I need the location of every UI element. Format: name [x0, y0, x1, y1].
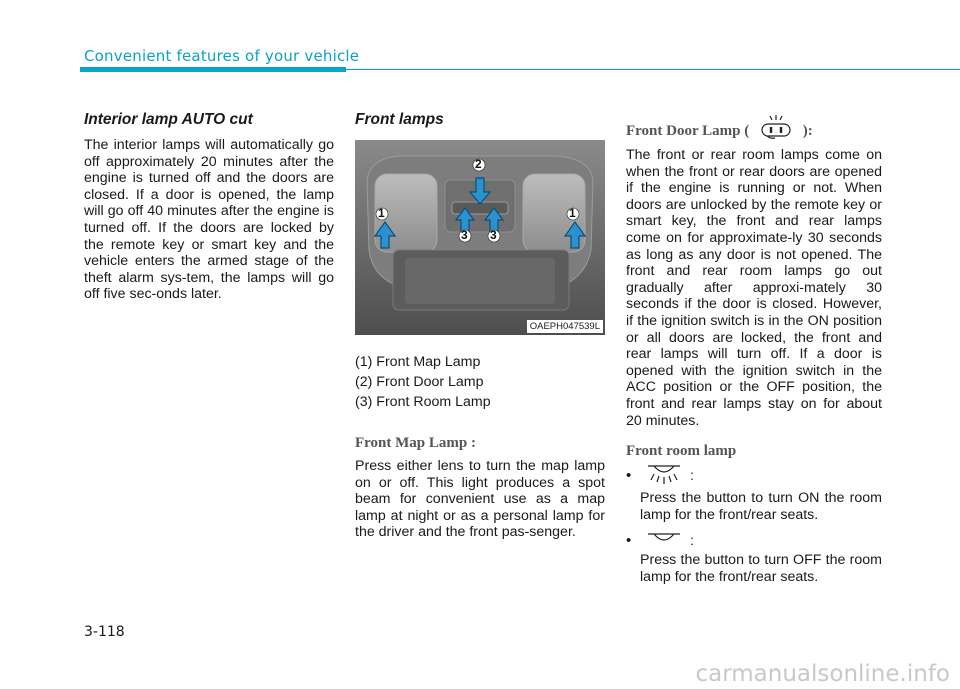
label-2: 2 [475, 157, 482, 171]
label-3-left: 3 [461, 228, 468, 242]
room-lamp-off-icon [642, 530, 686, 550]
legend-item: (1) Front Map Lamp [355, 354, 481, 370]
door-lamp-heading-prefix: Front Door Lamp ( [626, 123, 750, 139]
room-lamp-on-text: Press the button to turn ON the room lamp for the front/rear seats. [640, 490, 882, 523]
room-lamp-block [626, 443, 882, 460]
front-lamps-photo [355, 140, 605, 335]
map-lamp-heading: Front Map Lamp : [355, 435, 476, 451]
door-lamp-paragraph: The front or rear room lamps come on when the front or rear doors are opened if the engine is running or not. When doors are unlocked by the remote key or smart key, the front and rear lamps come on for approximate-ly 30 seconds as long as any door is not opened. The front and rear room lamps go out gradually after approxi-mately 30 seconds if the door is closed. However, if the ignition switch is in the ON position or all doors are locked, the front and rear lamps will turn off. If a door is opened with the ignition switch in the ACC position or the OFF position, the front and rear lamps stay on for about 20 minutes. [626, 147, 882, 429]
label-3-right: 3 [490, 228, 497, 242]
front-lamps-heading: Front lamps [355, 111, 444, 128]
watermark: carmanualsonline.info [695, 661, 950, 687]
page-number: 3-118 [84, 624, 125, 640]
room-lamp-off-text: Press the button to turn OFF the room lamp for the front/rear seats. [640, 552, 882, 585]
lamp-legend [355, 352, 605, 412]
section-title: Convenient features of your vehicle [84, 47, 360, 65]
room-lamp-on-icon [642, 462, 686, 488]
photo-caption: OAEPH047539L [527, 320, 603, 333]
bullet: • [626, 467, 632, 484]
auto-cut-heading: Interior lamp AUTO cut [84, 111, 253, 128]
door-lamp-icon [753, 122, 799, 142]
door-lamp-heading [626, 121, 882, 141]
map-lamp-paragraph: Press either lens to turn the map lamp on or off. This light produces a spot beam for convenient use as a map lamp at night or as a personal lamp for the driver and the front pas-senger. [355, 458, 605, 541]
bullet: • [626, 532, 632, 549]
label-1-left: 1 [378, 206, 385, 220]
door-lamp-block [626, 121, 882, 429]
label-1-right: 1 [569, 206, 576, 220]
bullet-on-colon: : [690, 467, 694, 483]
room-lamp-heading: Front room lamp [626, 443, 737, 459]
left-column [84, 111, 334, 303]
map-lamp-block [355, 435, 605, 541]
header-rule [346, 69, 960, 70]
legend-item: (3) Front Room Lamp [355, 394, 491, 410]
front-lamps-heading-block [355, 111, 605, 137]
door-lamp-heading-suffix: ): [802, 123, 813, 139]
bullet-off-colon: : [690, 532, 694, 548]
legend-item: (2) Front Door Lamp [355, 374, 484, 390]
header-accent-bar [80, 67, 346, 72]
auto-cut-paragraph: The interior lamps will automatically go off approximately 20 minutes after the engine is turned off and the doors are closed. If a door is opened, the lamp will go off 40 minutes after the engine is turned off. If the doors are locked by the remote key or smart key and the vehicle enters the armed stage of the theft alarm sys-tem, the lamps will go off five sec-onds later. [84, 137, 334, 303]
